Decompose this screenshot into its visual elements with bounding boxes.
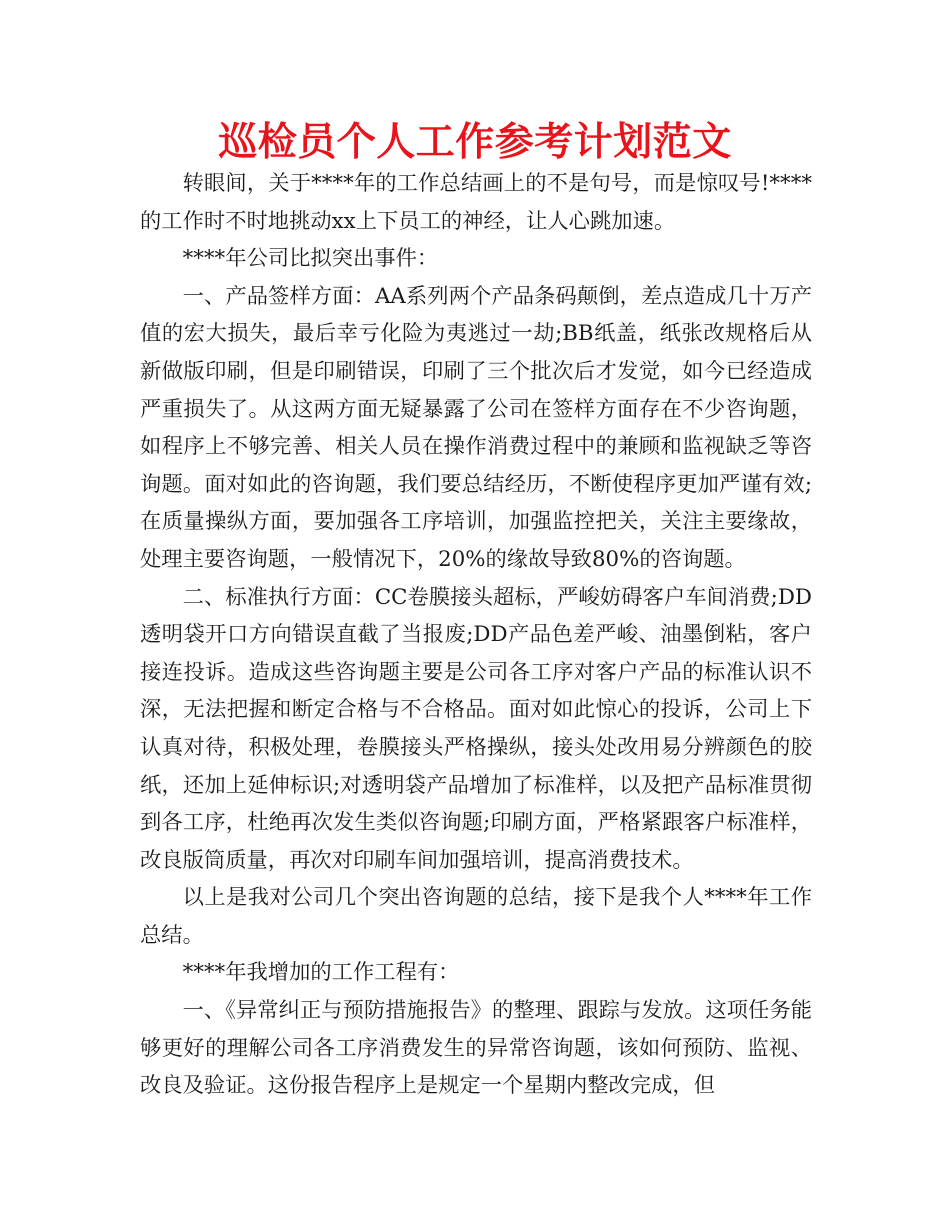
- paragraph-events-heading: ****年公司比拟突出事件：: [182, 246, 439, 272]
- paragraph-standard-execution: 二、标准执行方面：CC卷膜接头超标，严峻妨碍客户车间消费;DD透明袋开口方向错误直截了当报废;DD产品色差严峻、油墨倒粘，客户接连投诉。造成这些咨询题主要是公司各工序对客户产品的标准认识不深，无法把握和断定合格与不合格品。面对如此惊心的投诉，公司上下认真对待，积极处理，卷膜接头严格操纵，接头处改用易分辨颜色的胶纸，还加上延伸标识;对透明袋产品增加了标准样，以及把产品标准贯彻到各工序，杜绝再次发生类似咨询题;印刷方面，严格紧跟客户标准样，改良版筒质量，再次对印刷车间加强培训，提高消费技术。: [140, 584, 812, 873]
- paragraph-new-projects-heading: ****年我增加的工作工程有：: [182, 960, 460, 986]
- paragraph-sample-signing: 一、产品签样方面：AA系列两个产品条码颠倒，差点造成几十万产值的宏大损失，最后幸亏化险为夷逃过一劫;BB纸盖，纸张改规格后从新做版印刷，但是印刷错误，印刷了三个批次后才发觉，如今已经造成严重损失了。从这两方面无疑暴露了公司在签样方面存在不少咨询题，如程序上不够完善、相关人员在操作消费过程中的兼顾和监视缺乏等咨询题。面对如此的咨询题，我们要总结经历，不断使程序更加严谨有效;在质量操纵方面，要加强各工序培训，加强监控把关，关注主要缘故，处理主要咨询题，一般情况下，20%的缘故导致80%的咨询题。: [140, 283, 812, 572]
- paragraph-summary-transition: 以上是我对公司几个突出咨询题的总结，接下是我个人****年工作总结。: [140, 885, 812, 948]
- document-title: 巡检员个人工作参考计划范文: [218, 120, 732, 165]
- paragraph-corrective-report: 一、《异常纠正与预防措施报告》的整理、跟踪与发放。这项任务能够更好的理解公司各工序消费发生的异常咨询题，该如何预防、监视、改良及验证。这份报告程序上是规定一个星期内整改完成，但: [140, 998, 812, 1099]
- paragraph-intro: 转眼间，关于****年的工作总结画上的不是句号，而是惊叹号!****的工作时不时地挑动xx上下员工的神经，让人心跳加速。: [140, 171, 812, 234]
- document-body: [140, 165, 812, 1105]
